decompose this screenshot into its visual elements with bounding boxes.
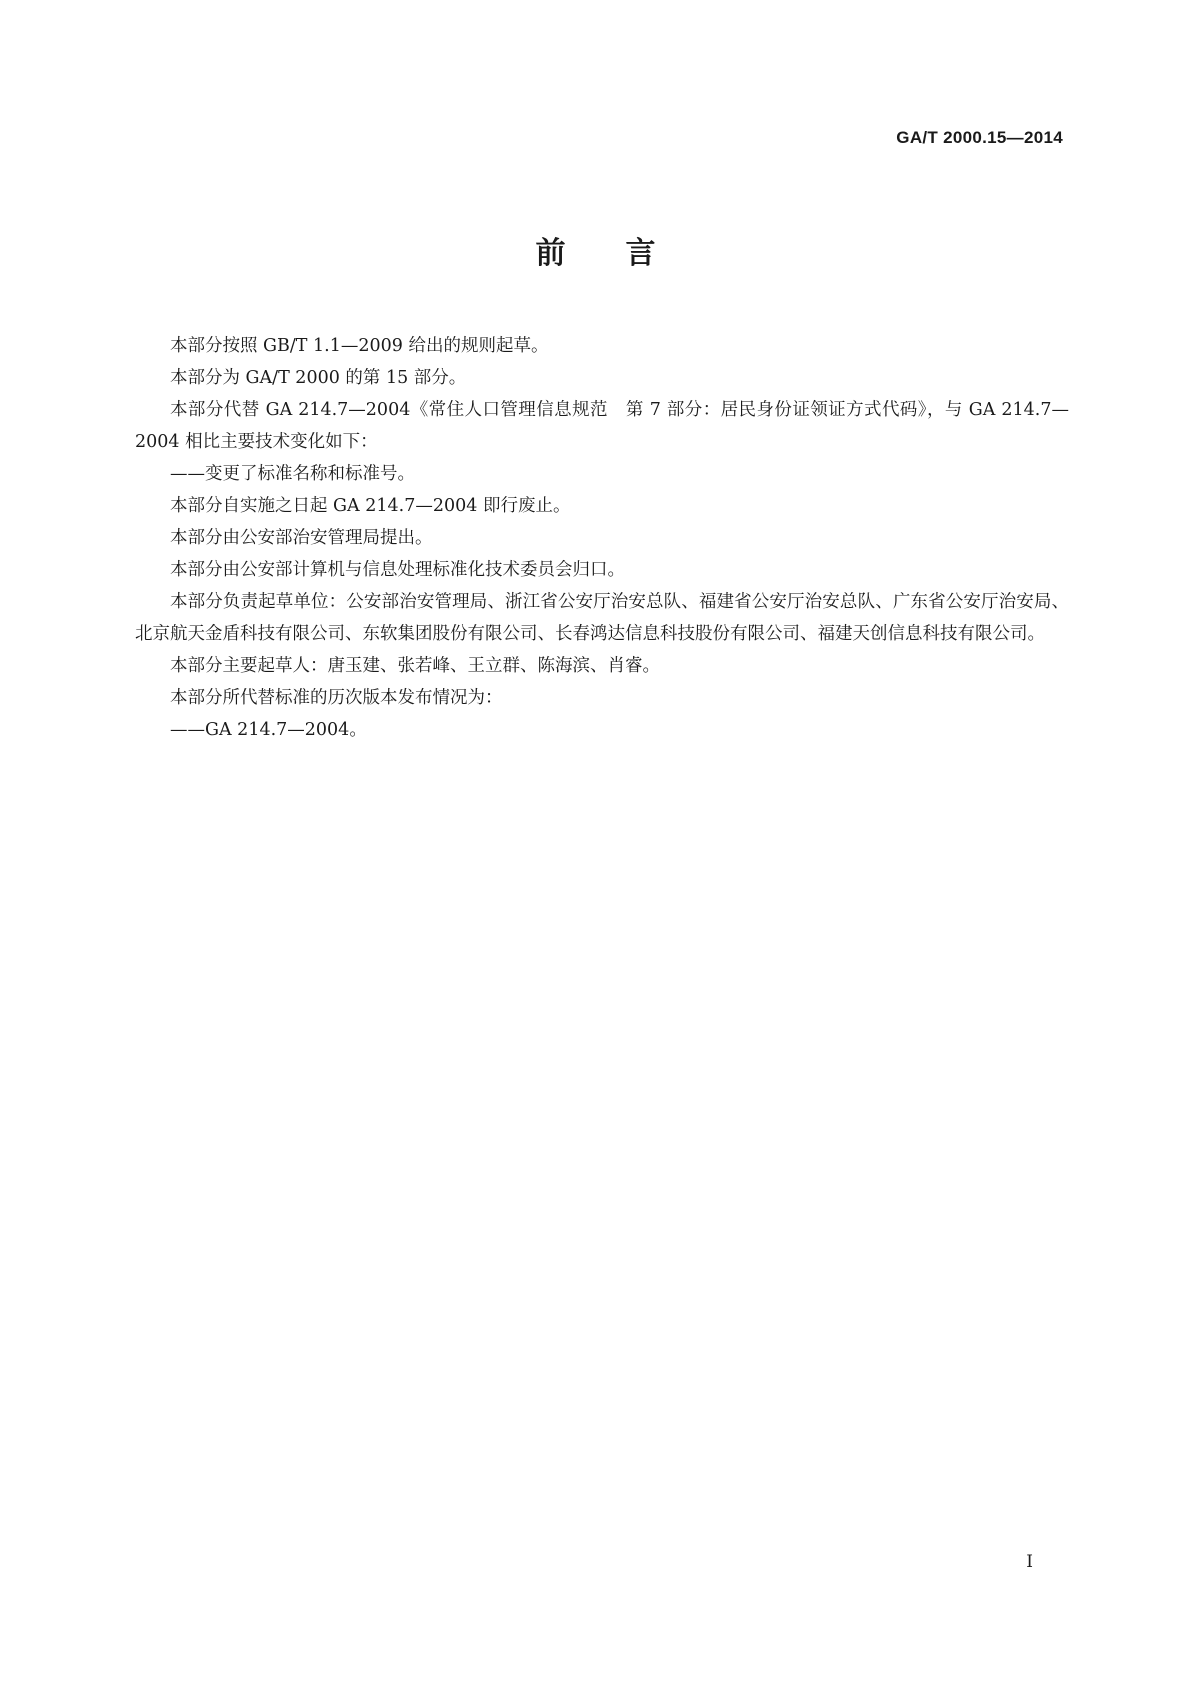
page-number: I [1026,1552,1033,1572]
standard-code: GA/T 2000.15—2014 [896,128,1063,147]
paragraph-proposer: 本部分由公安部治安管理局提出。 [170,528,433,548]
title-char-2: 言 [625,236,656,271]
paragraph-replacement: 本部分代替 GA 214.7—2004《常住人口管理信息规范 第 7 部分：居民身份证领证方式代码》，与 GA 214.7—2004 相比主要技术变化如下： [135,400,1069,452]
foreword-body [135,330,1069,746]
paragraph-part-number: 本部分为 GA/T 2000 的第 15 部分。 [170,368,467,388]
paragraph-drafting-rules: 本部分按照 GB/T 1.1—2009 给出的规则起草。 [170,336,549,356]
paragraph-drafting-units: 本部分负责起草单位：公安部治安管理局、浙江省公安厅治安总队、福建省公安厅治安总队、广东省公安厅治安局、北京航天金盾科技有限公司、东软集团股份有限公司、长春鸿达信息科技股份有限公司、福建天创信息科技有限公司。 [135,592,1069,644]
paragraph-change-item: ——变更了标准名称和标准号。 [170,464,415,484]
paragraph-committee: 本部分由公安部计算机与信息处理标准化技术委员会归口。 [170,560,625,580]
page-title [0,228,1191,272]
paragraph-history-intro: 本部分所代替标准的历次版本发布情况为： [170,688,503,708]
paragraph-history-item: ——GA 214.7—2004。 [170,720,367,740]
paragraph-abolish: 本部分自实施之日起 GA 214.7—2004 即行废止。 [170,496,571,516]
title-char-1: 前 [535,236,566,271]
paragraph-drafters: 本部分主要起草人：唐玉建、张若峰、王立群、陈海滨、肖睿。 [170,656,660,676]
